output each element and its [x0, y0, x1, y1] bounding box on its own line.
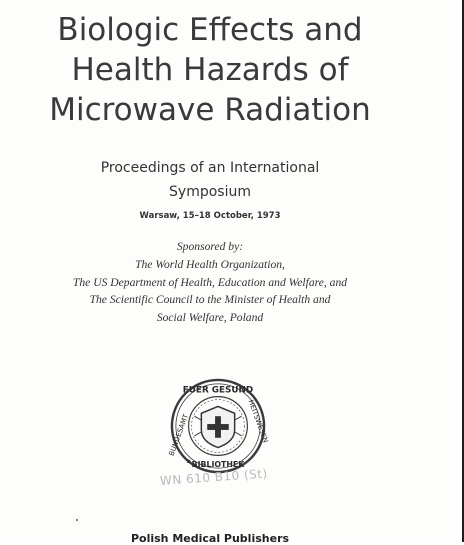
library-seal-stamp: [167, 377, 270, 475]
svg-text:BUNDESAMT: BUNDESAMT: [167, 413, 191, 458]
subtitle-line-1: Proceedings of an International: [100, 160, 320, 176]
svg-text:FUER GESUND: FUER GESUND: [182, 385, 254, 396]
title-line-3: Microwave Radiation: [49, 92, 371, 128]
title-line-2: Health Hazards of: [71, 52, 349, 88]
handwritten-shelfmark: WN 610 B10 (St): [159, 466, 269, 488]
sponsor-line-3: The Scientific Council to the Minister of Health and: [89, 293, 331, 306]
sponsor-line-2: The US Department of Health, Education and Welfare, and: [72, 276, 348, 289]
page-speck: [76, 519, 78, 521]
sponsors-heading: Sponsored by:: [176, 240, 244, 253]
svg-text:BIBLIOTHEK: BIBLIOTHEK: [191, 460, 245, 470]
venue-date: Warsaw, 15–18 October, 1973: [139, 211, 281, 221]
sponsor-line-1: The World Health Organization,: [135, 258, 285, 271]
sponsor-line-4: Social Welfare, Poland: [156, 311, 264, 324]
title-line-1: Biologic Effects and: [57, 12, 363, 48]
publisher-name: Polish Medical Publishers: [130, 532, 290, 545]
svg-text:HEITSWESEN: HEITSWESEN: [246, 398, 270, 444]
subtitle-line-2: Symposium: [169, 184, 251, 200]
